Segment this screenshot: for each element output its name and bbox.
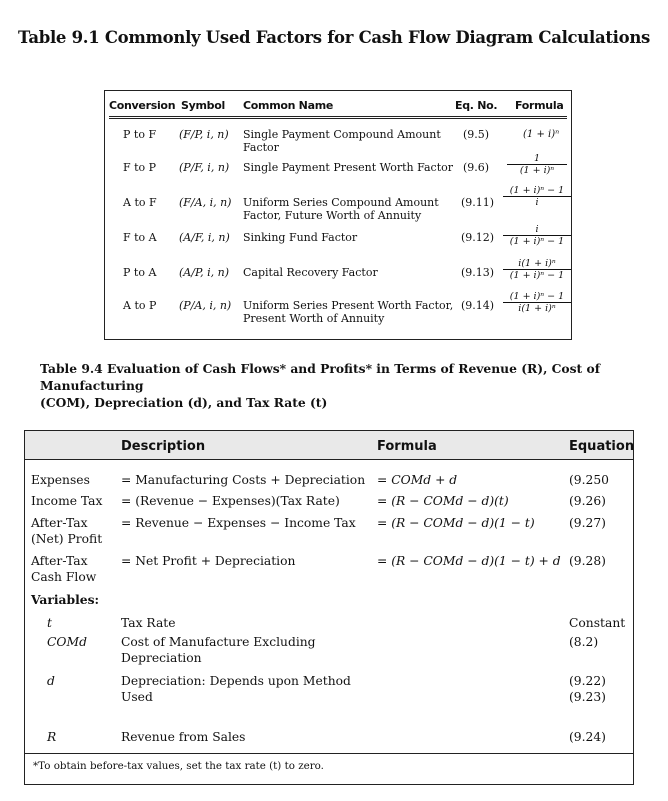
row-eq: (9.14) bbox=[461, 299, 495, 312]
header-formula: Formula bbox=[515, 99, 564, 112]
formula-numerator: (1 + i)ⁿ − 1 bbox=[503, 291, 571, 303]
variable-symbol: t bbox=[47, 616, 52, 630]
variable-description-cont: Used bbox=[121, 690, 153, 704]
row-description: = (Revenue − Expenses)(Tax Rate) bbox=[121, 494, 340, 508]
footnote-rule bbox=[25, 753, 633, 754]
row-name: Uniform Series Present Worth Factor, bbox=[243, 299, 454, 312]
row-formula: = (R − COMd − d)(1 − t) + d bbox=[377, 554, 561, 568]
header-row bbox=[25, 431, 633, 460]
variable-symbol: d bbox=[47, 674, 55, 688]
variable-description: Cost of Manufacture Excluding bbox=[121, 635, 316, 649]
row-eq: (9.11) bbox=[461, 196, 495, 209]
row-eq: (9.5) bbox=[463, 128, 490, 141]
formula-denominator: i bbox=[535, 197, 539, 208]
header-description: Description bbox=[121, 439, 206, 454]
header-rule bbox=[109, 116, 567, 117]
formula-numerator: i bbox=[503, 224, 571, 236]
variable-equation: (9.22) bbox=[569, 674, 606, 688]
row-symbol: (P/F, i, n) bbox=[179, 161, 230, 174]
row-name: Single Payment Present Worth Factor bbox=[243, 161, 453, 174]
table-9-4 bbox=[24, 430, 634, 785]
row-symbol: (F/P, i, n) bbox=[179, 128, 229, 141]
variable-description-cont: Depreciation bbox=[121, 651, 202, 665]
row-formula: = (R − COMd − d)(t) bbox=[377, 494, 509, 508]
row-conversion: F to A bbox=[123, 231, 157, 244]
variable-equation-cont: (9.23) bbox=[569, 690, 606, 704]
formula-numerator: 1 bbox=[507, 153, 567, 165]
row-eq: (9.13) bbox=[461, 266, 495, 279]
row-conversion: P to A bbox=[123, 266, 157, 279]
row-name: Capital Recovery Factor bbox=[243, 266, 378, 279]
row-conversion: A to P bbox=[123, 299, 157, 312]
header-symbol: Symbol bbox=[181, 99, 225, 112]
row-eq: (9.12) bbox=[461, 231, 495, 244]
row-formula bbox=[503, 258, 571, 281]
table-9-4-caption bbox=[40, 360, 666, 411]
row-name-cont: Factor bbox=[243, 141, 279, 154]
row-symbol: (A/F, i, n) bbox=[179, 231, 230, 244]
row-label-cont: (Net) Profit bbox=[31, 532, 103, 546]
row-name-cont: Present Worth of Annuity bbox=[243, 312, 385, 325]
row-label: Expenses bbox=[31, 473, 90, 487]
caption-line-2: (COM), Depreciation (d), and Tax Rate (t) bbox=[40, 395, 328, 410]
header-eq-no: Eq. No. bbox=[455, 99, 498, 112]
row-symbol: (P/A, i, n) bbox=[179, 299, 232, 312]
header-equation: Equation bbox=[569, 439, 635, 454]
variable-equation: Constant bbox=[569, 616, 626, 630]
formula-denominator: (1 + i)ⁿ − 1 bbox=[509, 270, 565, 281]
row-equation: (9.26) bbox=[569, 494, 606, 508]
formula-numerator: (1 + i)ⁿ − 1 bbox=[503, 185, 571, 197]
formula-denominator: (1 + i)ⁿ bbox=[519, 165, 555, 176]
caption-line-1: Table 9.4 Evaluation of Cash Flows* and Profits* in Terms of Revenue (R), Cost of Manufacturing bbox=[40, 361, 600, 393]
row-symbol: (F/A, i, n) bbox=[179, 196, 232, 209]
header-formula: Formula bbox=[377, 439, 437, 454]
row-symbol: (A/P, i, n) bbox=[179, 266, 229, 279]
row-formula bbox=[507, 153, 567, 176]
row-formula bbox=[503, 224, 571, 247]
row-label-cont: Cash Flow bbox=[31, 570, 97, 584]
row-formula bbox=[503, 291, 571, 314]
row-description: = Revenue − Expenses − Income Tax bbox=[121, 516, 356, 530]
row-name: Uniform Series Compound Amount bbox=[243, 196, 439, 209]
formula-numerator: i(1 + i)ⁿ bbox=[503, 258, 571, 270]
row-name-cont: Factor, Future Worth of Annuity bbox=[243, 209, 422, 222]
footnote: *To obtain before-tax values, set the tax rate (t) to zero. bbox=[33, 760, 324, 772]
header-conversion: Conversion bbox=[109, 99, 176, 112]
variable-equation: (9.24) bbox=[569, 730, 606, 744]
variable-description: Depreciation: Depends upon Method bbox=[121, 674, 351, 688]
table-9-1 bbox=[104, 90, 572, 340]
row-formula bbox=[503, 185, 571, 208]
row-formula: (1 + i)ⁿ bbox=[523, 129, 560, 140]
row-eq: (9.6) bbox=[463, 161, 490, 174]
variables-title: Variables: bbox=[31, 592, 100, 607]
row-label: Income Tax bbox=[31, 494, 103, 508]
row-equation: (9.28) bbox=[569, 554, 606, 568]
variable-symbol: R bbox=[47, 730, 57, 744]
row-label: After-Tax bbox=[31, 516, 88, 530]
variable-description: Revenue from Sales bbox=[121, 730, 246, 744]
row-equation: (9.250 bbox=[569, 473, 610, 487]
row-conversion: A to F bbox=[123, 196, 157, 209]
row-conversion: P to F bbox=[123, 128, 157, 141]
row-name: Single Payment Compound Amount bbox=[243, 128, 441, 141]
row-formula: = COMd + d bbox=[377, 473, 458, 487]
row-name: Sinking Fund Factor bbox=[243, 231, 358, 244]
variable-description: Tax Rate bbox=[121, 616, 176, 630]
row-equation: (9.27) bbox=[569, 516, 606, 530]
formula-denominator: (1 + i)ⁿ − 1 bbox=[509, 236, 565, 247]
variable-equation: (8.2) bbox=[569, 635, 599, 649]
variable-symbol: COMd bbox=[47, 635, 87, 649]
header-common-name: Common Name bbox=[243, 99, 334, 112]
row-label: After-Tax bbox=[31, 554, 88, 568]
row-description: = Manufacturing Costs + Depreciation bbox=[121, 473, 366, 487]
formula-denominator: i(1 + i)ⁿ bbox=[518, 303, 556, 314]
header-rule bbox=[109, 118, 567, 119]
row-formula: = (R − COMd − d)(1 − t) bbox=[377, 516, 535, 530]
row-conversion: F to P bbox=[123, 161, 157, 174]
row-description: = Net Profit + Depreciation bbox=[121, 554, 296, 568]
table-9-1-title: Table 9.1 Commonly Used Factors for Cash Flow Diagram Calculations bbox=[17, 28, 651, 47]
